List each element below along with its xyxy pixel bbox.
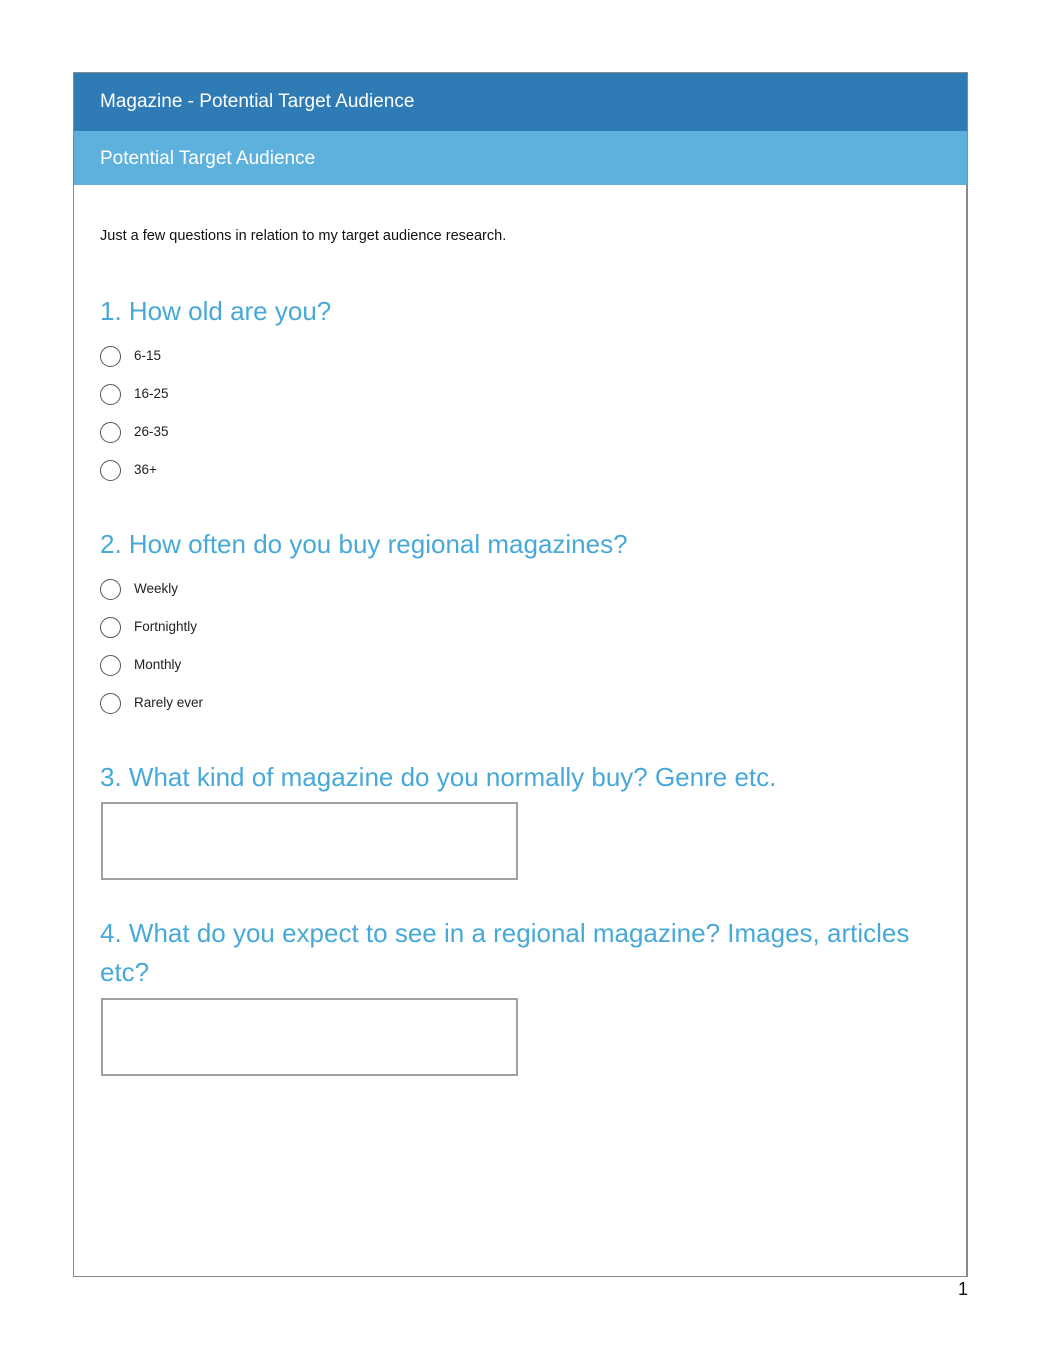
radio-button[interactable] bbox=[100, 346, 121, 367]
form-title: Magazine - Potential Target Audience bbox=[100, 91, 415, 112]
radio-option-label: Fortnightly bbox=[134, 619, 198, 634]
form-title-bar bbox=[74, 73, 967, 131]
page-frame bbox=[73, 72, 968, 1277]
radio-button[interactable] bbox=[100, 617, 121, 638]
radio-option-label: 36+ bbox=[134, 462, 157, 477]
radio-button[interactable] bbox=[100, 422, 121, 443]
question-2-title: 2. How often do you buy regional magazines? bbox=[100, 529, 628, 559]
radio-button[interactable] bbox=[100, 655, 121, 676]
question-3-answer-field[interactable] bbox=[101, 802, 518, 880]
radio-option-label: 26-35 bbox=[134, 424, 169, 439]
question-4-answer-field[interactable] bbox=[101, 998, 518, 1076]
radio-button[interactable] bbox=[100, 693, 121, 714]
radio-button[interactable] bbox=[100, 384, 121, 405]
radio-option-label: Monthly bbox=[134, 657, 182, 672]
form-description: Just a few questions in relation to my target audience research. bbox=[100, 228, 507, 244]
question-3-title: 3. What kind of magazine do you normally buy? Genre etc. bbox=[100, 762, 777, 792]
section-title-bar bbox=[74, 131, 967, 185]
question-4-title: 4. What do you expect to see in a regional magazine? Images, articles etc? bbox=[100, 918, 910, 987]
radio-option-label: 6-15 bbox=[134, 348, 162, 363]
radio-button[interactable] bbox=[100, 460, 121, 481]
radio-button[interactable] bbox=[100, 579, 121, 600]
page-number: 1 bbox=[958, 1279, 969, 1299]
radio-option-label: 16-25 bbox=[134, 386, 169, 401]
radio-option-label: Rarely ever bbox=[134, 695, 204, 710]
question-1-title: 1. How old are you? bbox=[100, 296, 332, 326]
radio-option-label: Weekly bbox=[134, 581, 179, 596]
section-title: Potential Target Audience bbox=[100, 148, 316, 169]
